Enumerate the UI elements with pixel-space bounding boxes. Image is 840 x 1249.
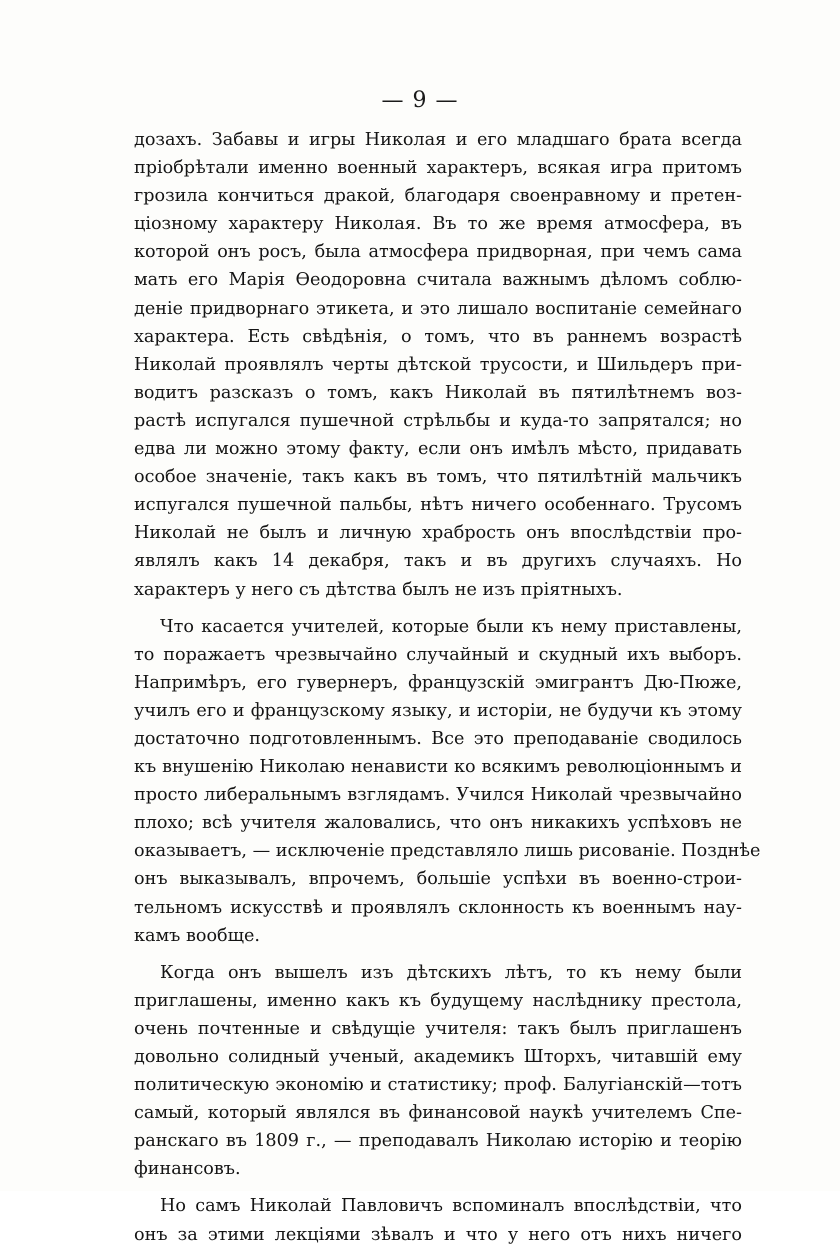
text-line: растѣ испугался пушечной стрѣльбы и куда-то запрятался; но [134, 410, 742, 431]
text-line: грозила кончиться дракой, благодаря своенравному и претен- [134, 186, 742, 207]
text-line: финансовъ. [134, 1159, 241, 1180]
text-line: камъ вообще. [134, 925, 260, 946]
text-line: то поражаетъ чрезвычайно случайный и скудный ихъ выборъ. [134, 644, 742, 665]
text-line: Николай проявлялъ черты дѣтской трусости, и Шильдеръ при- [134, 354, 742, 375]
text-line: оказываетъ, — исключеніе представляло лишь рисованіе. Позднѣе [134, 841, 761, 862]
text-line: являлъ какъ 14 декабря, такъ и въ другихъ случаяхъ. Но [134, 551, 742, 572]
paragraph [134, 126, 742, 604]
text-line: деніе придворнаго этикета, и это лишало воспитаніе семейнаго [134, 298, 742, 319]
text-line: плохо; всѣ учителя жаловались, что онъ никакихъ успѣховъ не [134, 813, 742, 834]
text-line: довольно солидный ученый, академикъ Шторхъ, читавшій ему [134, 1047, 742, 1067]
text-line: ціозному характеру Николая. Въ то же время атмосфера, въ [134, 214, 742, 235]
text-line: училъ его и французскому языку, и исторіи, не будучи къ этому [134, 700, 742, 721]
text-line: къ внушенію Николаю ненависти ко всякимъ революціоннымъ и [134, 757, 742, 778]
text-body [134, 126, 761, 1249]
text-line: мать его Марія Ѳеодоровна считала важнымъ дѣломъ соблю- [134, 270, 742, 291]
text-line: которой онъ росъ, была атмосфера придворная, при чемъ сама [134, 242, 742, 263]
text-line: дозахъ. Забавы и игры Николая и его младшаго брата всегда [134, 130, 742, 150]
text-line: Николай не былъ и личную храбрость онъ впослѣдствіи про- [134, 523, 742, 544]
text-line: Когда онъ вышелъ изъ дѣтскихъ лѣтъ, то къ нему были [160, 962, 742, 983]
text-line: водитъ разсказъ о томъ, какъ Николай въ пятилѣтнемъ воз- [134, 382, 742, 403]
text-line: политическую экономію и статистику; проф. Балугіанскій—тотъ [134, 1075, 742, 1096]
text-line: ранскаго въ 1809 г., — преподавалъ Николаю исторію и теорію [134, 1131, 742, 1152]
text-line: самый, который являлся въ финансовой наукѣ учителемъ Спе- [134, 1103, 742, 1124]
text-line: достаточно подготовленнымъ. Все это преподаваніе сводилось [134, 728, 742, 749]
text-line: онъ выказывалъ, впрочемъ, большіе успѣхи въ военно-строи- [134, 869, 742, 890]
text-line: характеръ у него съ дѣтства былъ не изъ пріятныхъ. [134, 579, 623, 600]
text-line: онъ за этими лекціями зѣвалъ и что у него отъ нихъ ничего [134, 1224, 742, 1245]
text-line: особое значеніе, такъ какъ въ томъ, что пятилѣтній мальчикъ [134, 467, 742, 488]
text-line: Но самъ Николай Павловичъ вспоминалъ впослѣдствіи, что [160, 1196, 742, 1217]
text-line: характера. Есть свѣдѣнія, о томъ, что въ раннемъ возрастѣ [134, 326, 742, 347]
text-line: Напримѣръ, его гувернеръ, французскій эмигрантъ Дю-Пюже, [134, 672, 742, 693]
text-line: испугался пушечной пальбы, нѣтъ ничего особеннаго. Трусомъ [134, 495, 742, 516]
paragraph [134, 959, 742, 1184]
text-line: приглашены, именно какъ къ будущему наслѣднику престола, [134, 990, 742, 1011]
text-line: Что касается учителей, которые были къ нему приставлены, [160, 616, 742, 637]
page-number: — 9 — [381, 88, 459, 113]
text-line: пріобрѣтали именно военный характеръ, всякая игра притомъ [134, 158, 742, 179]
text-line: тельномъ искусствѣ и проявлялъ склонность къ военнымъ нау- [134, 897, 742, 918]
text-line: очень почтенные и свѣдущіе учителя: такъ былъ приглашенъ [134, 1018, 742, 1039]
text-line: просто либеральнымъ взглядамъ. Учился Николай чрезвычайно [134, 785, 742, 806]
text-line: едва ли можно этому факту, если онъ имѣлъ мѣсто, придавать [134, 439, 742, 460]
paragraph [134, 613, 761, 950]
paragraph [134, 1192, 742, 1248]
